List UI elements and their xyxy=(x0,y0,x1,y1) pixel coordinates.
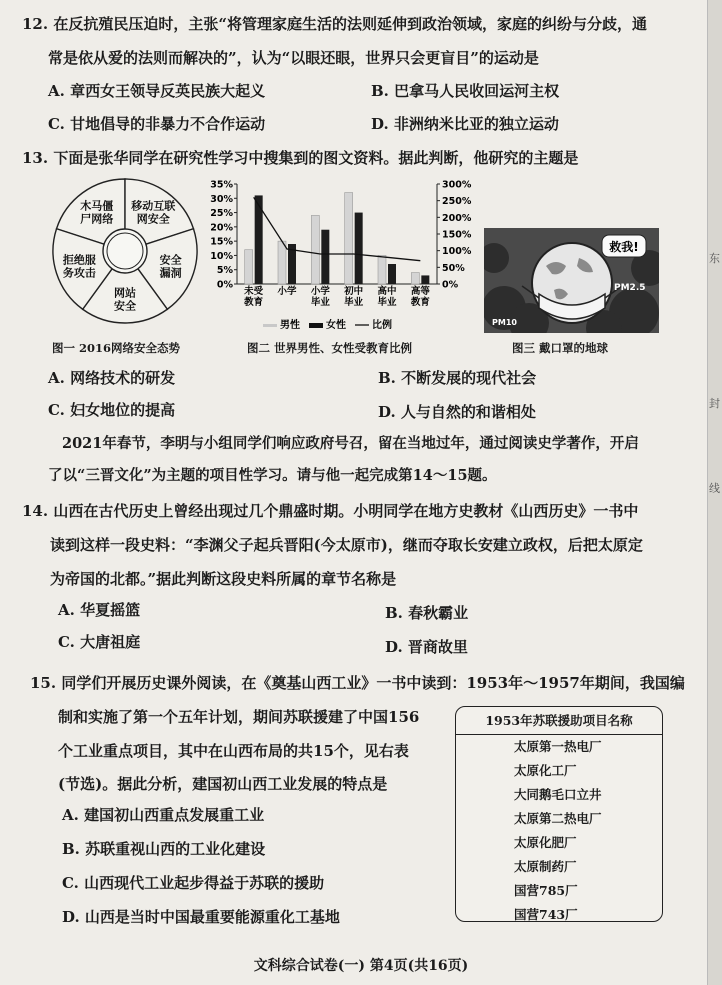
intro-line2: 了以“三晋文化”为主题的项目性学习。请与他一起完成第14～15题。 xyxy=(48,467,497,484)
q14-stem-line1: 14. 山西在古代历史上曾经出现过几个鼎盛时期。小明同学在地方史教材《山西历史》一书中 xyxy=(22,502,639,520)
left-tick-label: 35% xyxy=(210,179,233,191)
table-row: 大同鹅毛口立井 xyxy=(514,787,602,802)
q12-option-b[interactable]: B. 巴拿马人民收回运河主权 xyxy=(371,82,560,100)
q15-option-b[interactable]: B. 苏联重视山西的工业化建设 xyxy=(62,840,266,858)
q15-stem-line4: (节选)。据此分析，建国初山西工业发展的特点是 xyxy=(58,775,388,793)
q14-stem-line3: 为帝国的北都。”据此判断这段史料所属的章节名称是 xyxy=(50,570,397,588)
bar-female xyxy=(321,230,329,284)
masked-earth-image xyxy=(484,228,659,333)
pm10-label: PM10 xyxy=(492,318,517,327)
bar-male xyxy=(411,273,419,284)
table-row: 国营743厂 xyxy=(514,907,578,922)
left-tick-label: 10% xyxy=(210,250,233,262)
edge-char: 线 xyxy=(709,482,720,495)
edge-char: 封 xyxy=(709,397,720,410)
fig1-caption: 图一 2016网络安全态势 xyxy=(52,341,181,355)
left-tick-label: 25% xyxy=(210,208,233,220)
pie-slice-label: 木马僵尸网络 xyxy=(80,199,114,226)
soviet-aid-table-title: 1953年苏联援助项目名称 xyxy=(456,711,662,735)
pie-slice-label: 拒绝服务攻击 xyxy=(62,253,96,280)
q12-option-a[interactable]: A. 章西女王领导反英民族大起义 xyxy=(48,82,266,100)
q14-option-a[interactable]: A. 华夏摇篮 xyxy=(58,601,141,619)
table-row: 太原第二热电厂 xyxy=(514,811,602,826)
legend-swatch-male xyxy=(263,324,277,327)
q12-option-d[interactable]: D. 非洲纳米比亚的独立运动 xyxy=(371,115,559,133)
right-tick-label: 50% xyxy=(442,262,465,274)
q13-option-b[interactable]: B. 不断发展的现代社会 xyxy=(378,369,537,387)
right-tick-label: 100% xyxy=(442,246,472,258)
x-tick-label: 高中毕业 xyxy=(377,286,397,308)
bar-female xyxy=(355,213,363,284)
bar-female xyxy=(388,264,396,284)
q13-stem: 13. 下面是张华同学在研究性学习中搜集到的图文资料。据此判断，他研究的主题是 xyxy=(22,149,579,167)
q13-option-d[interactable]: D. 人与自然的和谐相处 xyxy=(378,403,536,421)
table-row: 太原制药厂 xyxy=(514,859,577,874)
right-tick-label: 200% xyxy=(442,212,472,224)
q14-option-c[interactable]: C. 大唐祖庭 xyxy=(58,633,141,651)
table-row: 国营785厂 xyxy=(514,883,578,898)
legend-label-male: 男性 xyxy=(280,320,300,331)
legend-label-female: 女性 xyxy=(326,320,346,331)
right-tick-label: 300% xyxy=(442,179,472,191)
legend-label-ratio: 比例 xyxy=(372,320,392,331)
network-security-pie xyxy=(50,176,200,326)
education-ratio-chart xyxy=(205,178,475,338)
x-tick-label: 小学 xyxy=(277,286,297,297)
bar-male xyxy=(311,215,319,284)
legend-swatch-female xyxy=(309,323,323,328)
bar-male xyxy=(378,255,386,284)
q15-stem-line1: 15. 同学们开展历史课外阅读，在《奠基山西工业》一书中读到：1953年～1957年期间，我国编 xyxy=(30,674,685,692)
bar-male xyxy=(278,241,286,284)
pie-slice-label: 移动互联网安全 xyxy=(131,199,176,226)
q15-stem-line3: 个工业重点项目，其中在山西布局的共15个，见右表 xyxy=(58,742,409,760)
pie-slice-label: 网站安全 xyxy=(114,286,136,313)
binding-edge xyxy=(707,0,722,985)
q14-option-d[interactable]: D. 晋商故里 xyxy=(385,638,468,656)
left-tick-label: 5% xyxy=(216,265,233,277)
x-tick-label: 高等教育 xyxy=(410,286,430,308)
q15-stem-line2: 制和实施了第一个五年计划，期间苏联援建了中国156 xyxy=(58,708,420,726)
bar-male xyxy=(245,250,253,284)
q12-stem-line2: 常是依从爱的法则而解决的”，认为“以眼还眼，世界只会更盲目”的运动是 xyxy=(48,49,539,67)
q12-option-c[interactable]: C. 甘地倡导的非暴力不合作运动 xyxy=(48,115,266,133)
q15-option-a[interactable]: A. 建国初山西重点发展重工业 xyxy=(62,806,265,824)
intro-line1: 2021年春节，李明与小组同学们响应政府号召，留在当地过年，通过阅读史学著作，开启 xyxy=(62,435,639,452)
table-row: 太原第一热电厂 xyxy=(514,739,602,754)
x-tick-label: 未受教育 xyxy=(244,286,264,308)
edge-char: 东 xyxy=(709,252,720,265)
q14-stem-line2: 读到这样一段史料：“李渊父子起兵晋阳(今太原市)，继而夺取长安建立政权，后把太原定 xyxy=(50,536,643,554)
bar-female xyxy=(421,275,429,284)
table-row: 太原化肥厂 xyxy=(514,835,577,850)
x-tick-label: 初中毕业 xyxy=(344,286,364,308)
q13-option-a[interactable]: A. 网络技术的研发 xyxy=(48,369,176,387)
bar-male xyxy=(345,193,353,284)
pm25-label: PM2.5 xyxy=(614,283,646,293)
x-tick-label: 小学毕业 xyxy=(310,286,330,308)
right-tick-label: 150% xyxy=(442,229,472,241)
fig3-caption: 图三 戴口罩的地球 xyxy=(512,341,609,355)
pie-slice-label: 安全漏洞 xyxy=(159,253,182,280)
q15-option-d[interactable]: D. 山西是当时中国最重要能源重化工基地 xyxy=(62,908,340,926)
earth-bubble-text: 救我! xyxy=(609,240,639,254)
q13-option-c[interactable]: C. 妇女地位的提高 xyxy=(48,401,176,419)
left-tick-label: 15% xyxy=(210,236,233,248)
page-footer: 文科综合试卷(一) 第4页(共16页) xyxy=(253,958,469,974)
left-tick-label: 20% xyxy=(210,222,233,234)
table-row: 太原化工厂 xyxy=(514,763,577,778)
left-tick-label: 0% xyxy=(216,279,233,291)
soviet-aid-table xyxy=(455,706,663,922)
q14-option-b[interactable]: B. 春秋霸业 xyxy=(385,604,469,622)
right-tick-label: 0% xyxy=(442,279,459,291)
q12-stem-line1: 12. 在反抗殖民压迫时，主张“将管理家庭生活的法则延伸到政治领域，家庭的纠纷与分歧，通 xyxy=(22,15,647,33)
q15-option-c[interactable]: C. 山西现代工业起步得益于苏联的援助 xyxy=(62,874,325,892)
fig2-caption: 图二 世界男性、女性受教育比例 xyxy=(247,341,413,355)
right-tick-label: 250% xyxy=(442,196,472,208)
left-tick-label: 30% xyxy=(210,193,233,205)
pie-center xyxy=(103,229,147,273)
